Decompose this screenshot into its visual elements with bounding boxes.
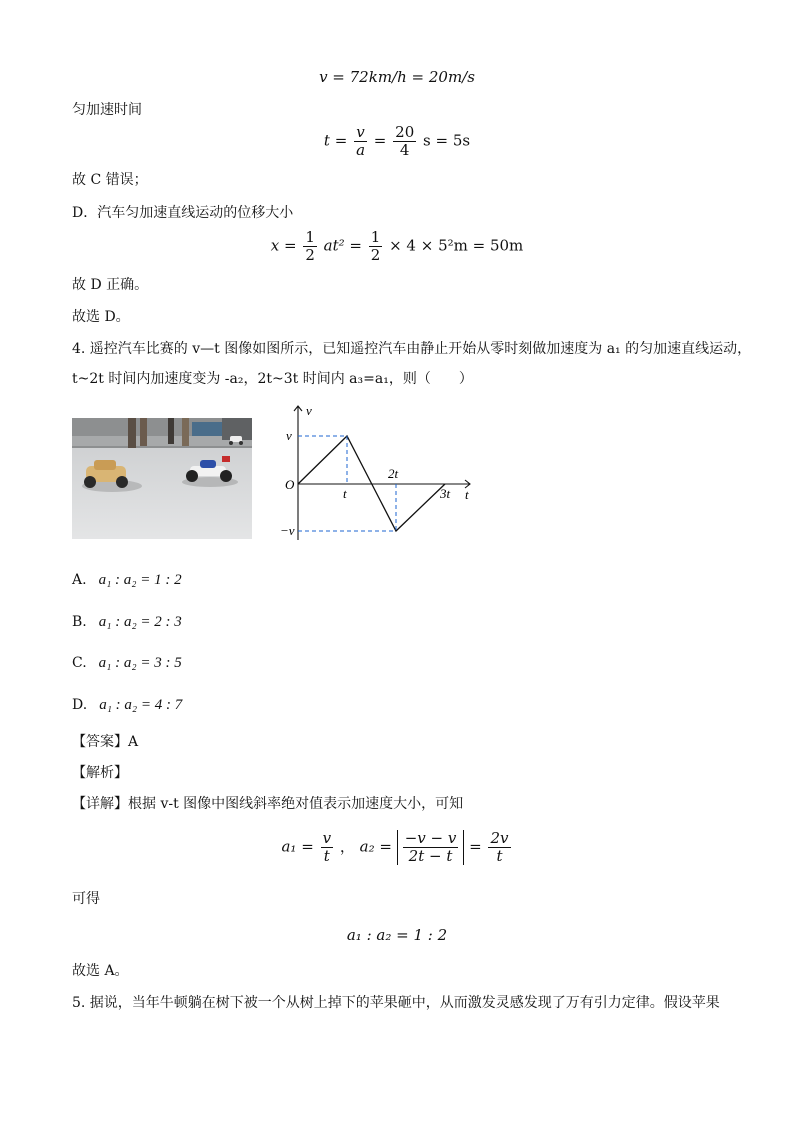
can-get-text: 可得: [72, 891, 100, 907]
ratio-equation: a₁ : a₂ = 1 : 2: [346, 926, 448, 944]
rc-car-photo: [72, 418, 252, 539]
axis-t-label: t: [465, 487, 469, 502]
speed-equation: v = 72km/h = 20m/s: [319, 68, 475, 86]
answer-text: 【答案】A: [72, 734, 139, 750]
q5-stem-line1: 5. 据说，当年牛顿躺在树下被一个从树上掉下的苹果砸中，从而激发灵感发现了万有引力定律。假设苹果: [72, 995, 720, 1011]
option-c: C. a₁ : a₂ = 3 : 5: [72, 655, 182, 671]
prev-choose-text: 故选 D。: [72, 309, 130, 325]
option-d: D. a₁ : a₂ = 4 : 7: [72, 697, 183, 713]
displacement-equation: x = $\frac{1}{2}$ at² = $\frac{1}{2}$ × 4 × 5²m = 50m: [270, 228, 524, 264]
q4-stem-line1: 4. 遥控汽车比赛的 v—t 图像如图所示，已知遥控汽车由静止开始从零时刻做加速度为 a₁ 的匀加速直线运动，: [72, 341, 752, 357]
d-text: D．汽车匀加速直线运动的位移大小: [72, 205, 294, 221]
tick-v-label: v: [286, 428, 292, 443]
c-wrong-text: 故 C 错误；: [72, 172, 148, 188]
origin-label: O: [285, 477, 295, 492]
q4-stem-line2: t~2t 时间内加速度变为 -a₂，2t~3t 时间内 a₃=a₁，则（ ）: [72, 371, 473, 387]
time-label: 匀加速时间: [72, 102, 142, 118]
time-equation: t = $\frac{v}{a}$ = $\frac{20}{4}$ s = 5s: [323, 123, 471, 159]
axis-v-label: v: [306, 403, 312, 418]
tick-2t-label: 2t: [388, 466, 399, 481]
acceleration-equation: a₁ = $\frac{v}{t}$ ， a₂ = $\frac{-v - v}{2t - t}$ = $\frac{2v}{t}$: [281, 829, 509, 865]
tick-t-label: t: [343, 486, 347, 501]
d-correct-text: 故 D 正确。: [72, 277, 149, 293]
q4-choose-text: 故选 A。: [72, 963, 129, 979]
analysis-heading: 【解析】: [72, 765, 128, 781]
tick-3t-label: 3t: [440, 486, 451, 501]
detail-text: 【详解】根据 v-t 图像中图线斜率绝对值表示加速度大小，可知: [72, 796, 464, 812]
tick-negv-label: −v: [280, 523, 295, 538]
option-a: A. a₁ : a₂ = 1 : 2: [72, 572, 182, 588]
option-b: B. a₁ : a₂ = 2 : 3: [72, 614, 182, 630]
vt-graph: [280, 400, 480, 545]
